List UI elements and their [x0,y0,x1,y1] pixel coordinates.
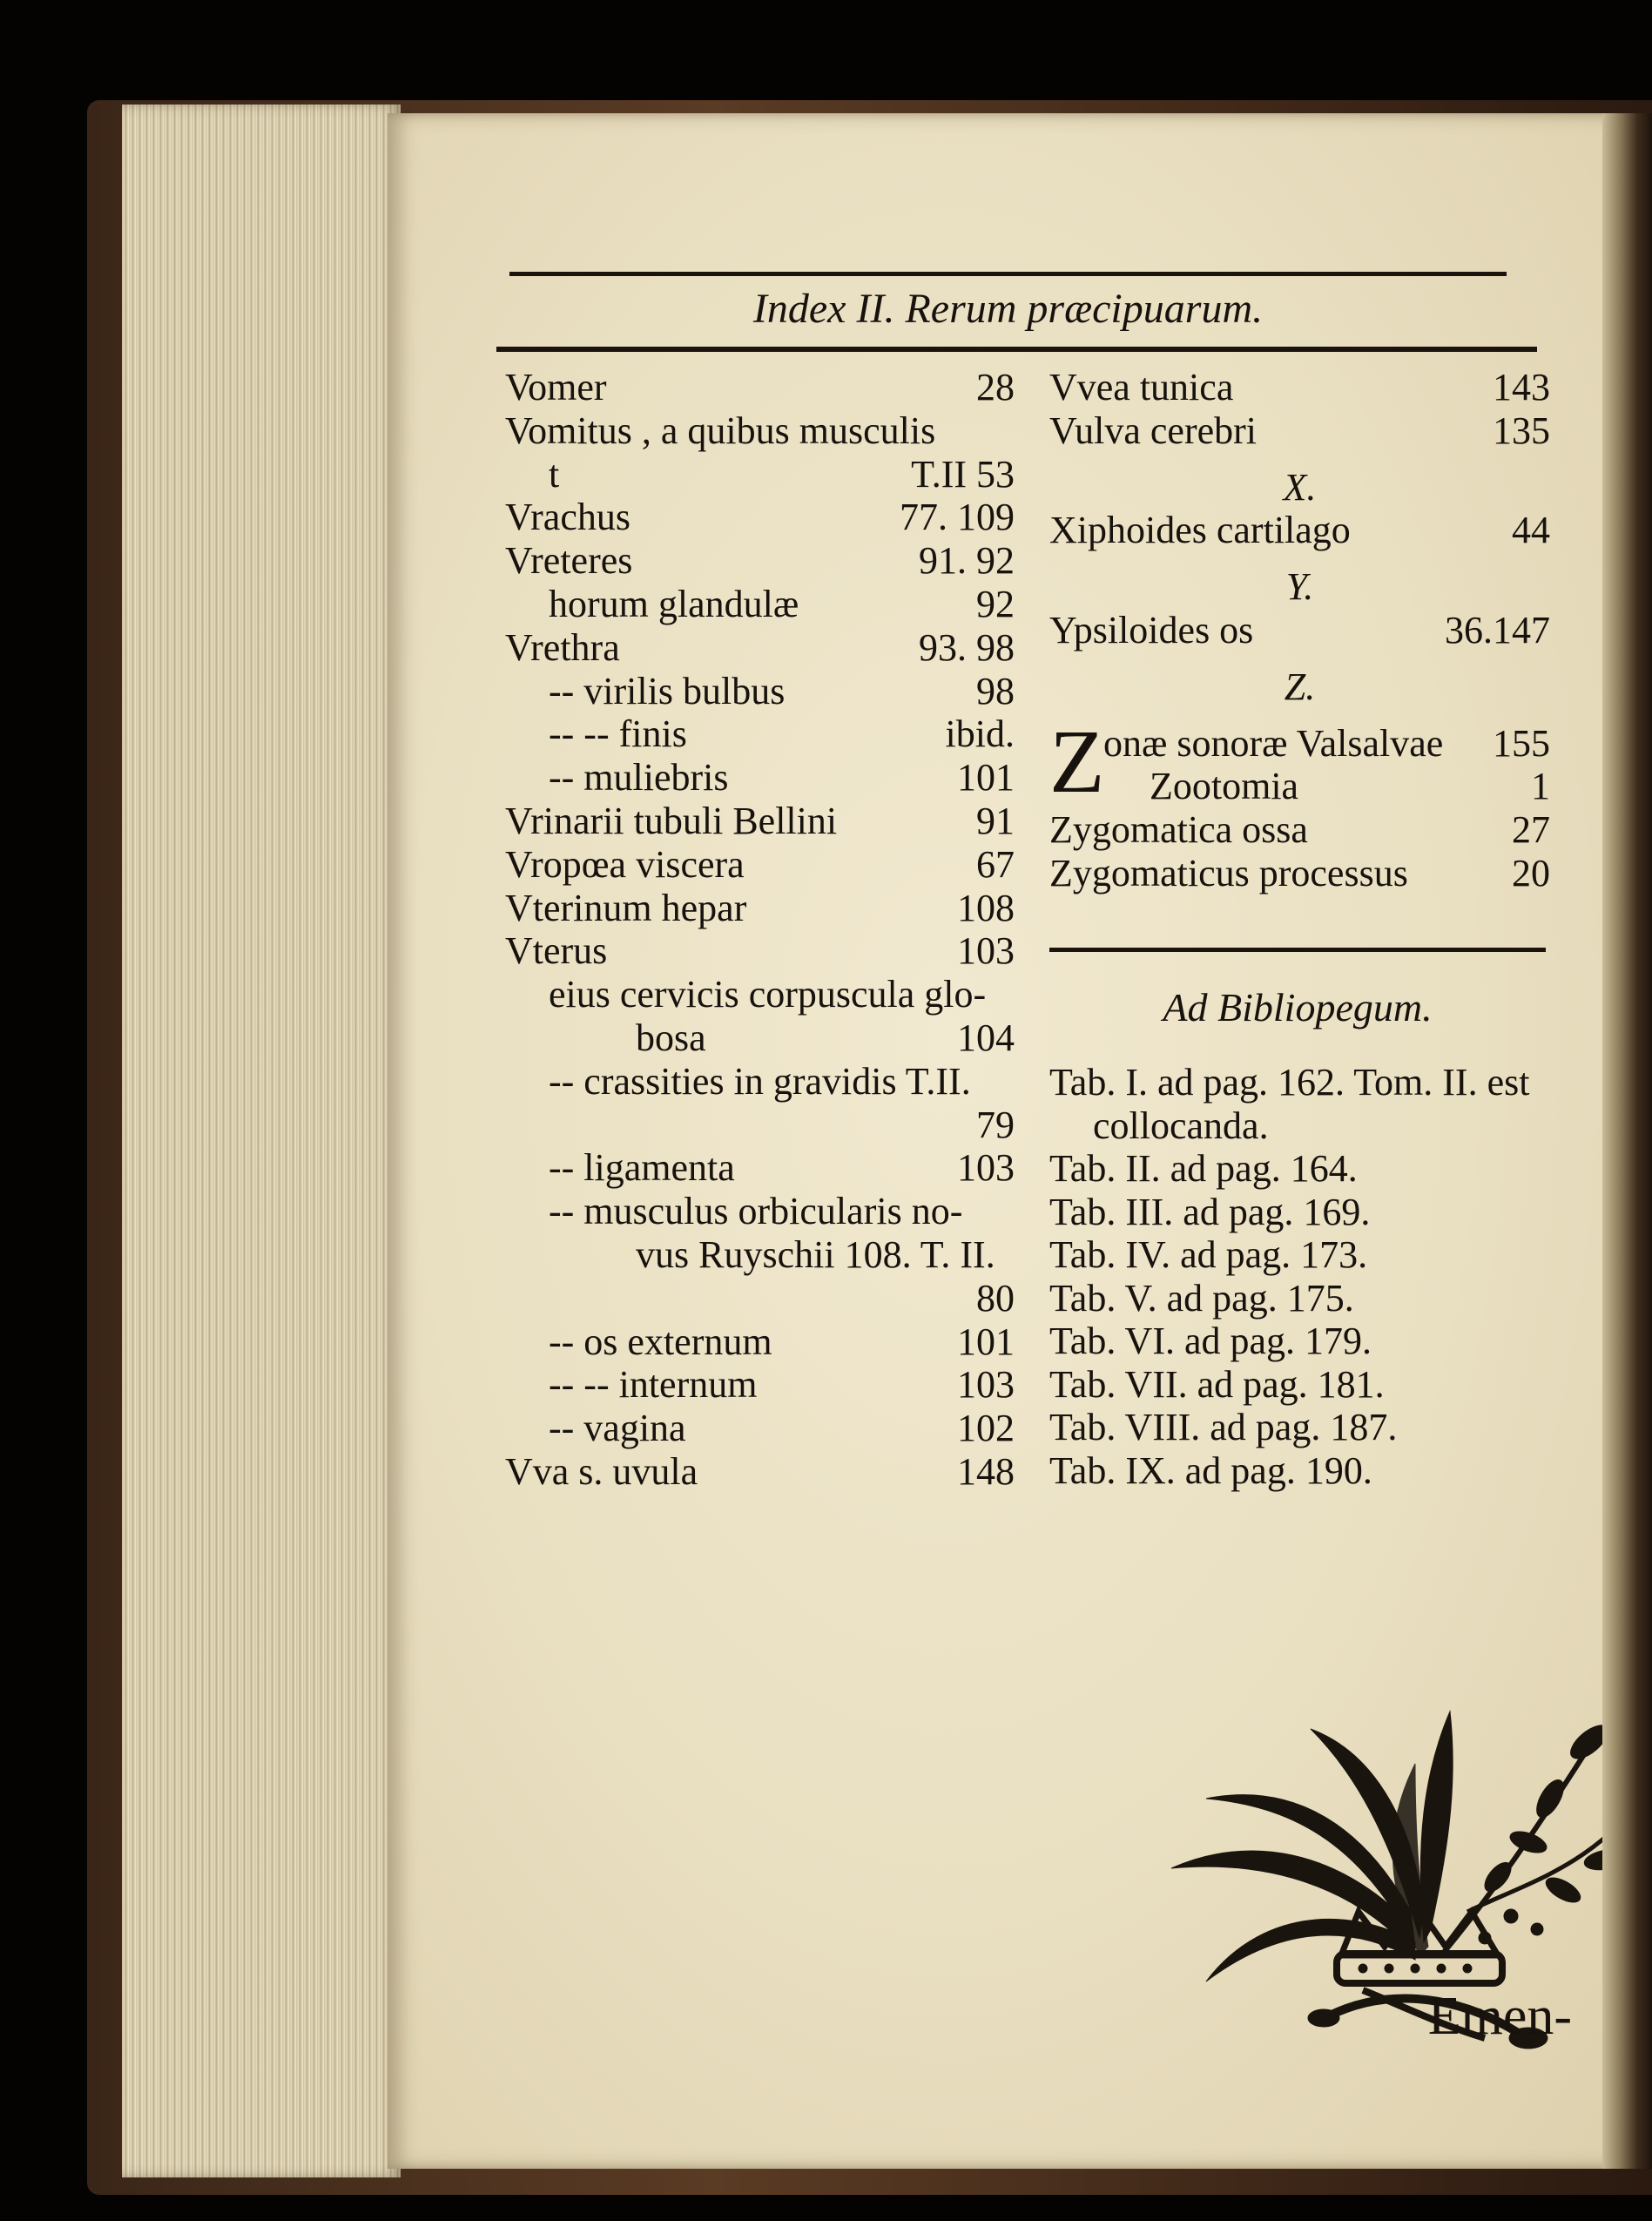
index-entry-term: Xiphoides cartilago [1049,509,1351,552]
index-entry-term: -- vagina [549,1407,686,1450]
index-entry-term: -- musculus orbicularis no- [549,1190,963,1233]
binder-note-line: Tab. III. ad pag. 169. [1049,1190,1371,1233]
binder-note-line: collocanda. [1093,1104,1269,1147]
binder-note-line: Tab. I. ad pag. 162. Tom. II. est [1049,1061,1530,1104]
header-rule-top [509,272,1507,276]
index-entry-term: t [549,452,560,496]
index-entry-page: 98 [976,669,1015,712]
index-entry-term: -- -- internum [549,1363,758,1407]
binder-note-line: Tab. IV. ad pag. 173. [1049,1233,1368,1276]
index-entry-term: Zootomia [1150,765,1299,808]
index-entry-page: 143 [1493,366,1550,408]
index-entry-term: Zygomaticus processus [1049,852,1408,894]
index-entry-page: 104 [957,1016,1015,1059]
index-entry-term: -- os externum [549,1320,772,1363]
catchword: Emen- [1427,1987,1572,2046]
index-entry-page: 108 [957,886,1015,929]
index-entry-term: Vulva cerebri [1049,408,1258,452]
index-entry-page: 135 [1493,408,1550,452]
index-entry-term: Vterus [505,929,608,973]
binder-note-line: Tab. VI. ad pag. 179. [1049,1320,1372,1362]
index-entry-page: 36.147 [1445,609,1550,651]
index-entry-term: Vreteres [505,539,633,583]
index-entry-term: eius cervicis corpuscula glo- [549,973,987,1016]
index-entry-page: 80 [976,1276,1015,1320]
index-entry-term: Vomitus , a quibus musculis [505,408,936,452]
index-entry-page: 93. 98 [919,625,1015,669]
index-entry-term: -- virilis bulbus [549,669,786,712]
header-rule-bottom [496,347,1537,352]
index-entry-page: 1 [1531,765,1550,808]
index-entry-page: 103 [957,1363,1015,1407]
page-header-title: Index II. Rerum præcipuarum. [752,286,1264,332]
index-entry-page: 102 [957,1407,1015,1450]
index-entry-term: Vropœa viscera [505,842,745,886]
index-entry-page: 101 [957,1320,1015,1363]
index-entry-term: Vomer [505,366,607,408]
section-rule [1049,948,1546,952]
index-entry-page: ibid. [945,712,1015,756]
index-entry-page: 101 [957,756,1015,800]
index-entry-page: 77. 109 [900,496,1015,539]
index-entry-term: -- muliebris [549,756,729,800]
binder-note-title: Ad Bibliopegum. [1163,985,1433,1029]
letter-heading-x: X. [1283,465,1317,509]
index-entry-term: -- crassities in gravidis T.II. [549,1059,971,1103]
index-entry-page: 155 [1493,721,1550,765]
index-entry-page: 103 [957,1146,1015,1190]
binder-note-line: Tab. II. ad pag. 164. [1049,1147,1358,1190]
index-entry-page: 28 [976,366,1015,408]
index-entry-page: 92 [976,583,1015,625]
index-entry-page: 27 [1512,808,1550,852]
index-entry-page: 67 [976,842,1015,886]
index-entry-term: Zygomatica ossa [1049,808,1308,852]
binder-note-line: Tab. VII. ad pag. 181. [1049,1362,1385,1406]
index-entry-term: Vrethra [505,625,620,669]
index-entry-term: Vrachus [505,496,630,539]
binder-note-line: Tab. IX. ad pag. 190. [1049,1448,1372,1492]
index-entry-term: Vva s. uvula [505,1450,698,1493]
index-entry-page: 79 [976,1103,1015,1146]
index-entry-term: onæ sonoræ Valsalvae [1103,721,1444,765]
index-entry-page: 44 [1512,509,1550,552]
letter-heading-z: Z. [1284,665,1316,708]
index-entry-page: 91. 92 [919,539,1015,583]
index-entry-page: 91 [976,800,1015,842]
binder-note-line: Tab. VIII. ad pag. 187. [1049,1406,1398,1448]
index-entry-page: 148 [957,1450,1015,1493]
index-entry-page: T.II 53 [911,452,1015,496]
index-entry-term: bosa [636,1016,706,1059]
index-entry-term: horum glandulæ [549,583,799,625]
index-entry-page: 20 [1512,852,1550,894]
index-entry-term: vus Ruyschii 108. T. II. [636,1233,995,1276]
index-entry-term: Ypsiloides os [1049,609,1254,651]
binder-note-line: Tab. V. ad pag. 175. [1049,1276,1354,1320]
dropcap-z: Z [1049,711,1105,812]
letter-heading-y: Y. [1285,565,1314,609]
index-entry-term: -- ligamenta [549,1146,735,1190]
index-entry-term: Vvea tunica [1049,366,1234,408]
index-entry-term: -- -- finis [549,712,687,756]
page-edges [122,105,401,2177]
index-entry-term: Vterinum hepar [505,886,747,929]
index-entry-term: Vrinarii tubuli Bellini [505,800,838,842]
book-gutter [1602,113,1652,2169]
index-entry-page: 103 [957,929,1015,973]
book-page [388,113,1624,2169]
